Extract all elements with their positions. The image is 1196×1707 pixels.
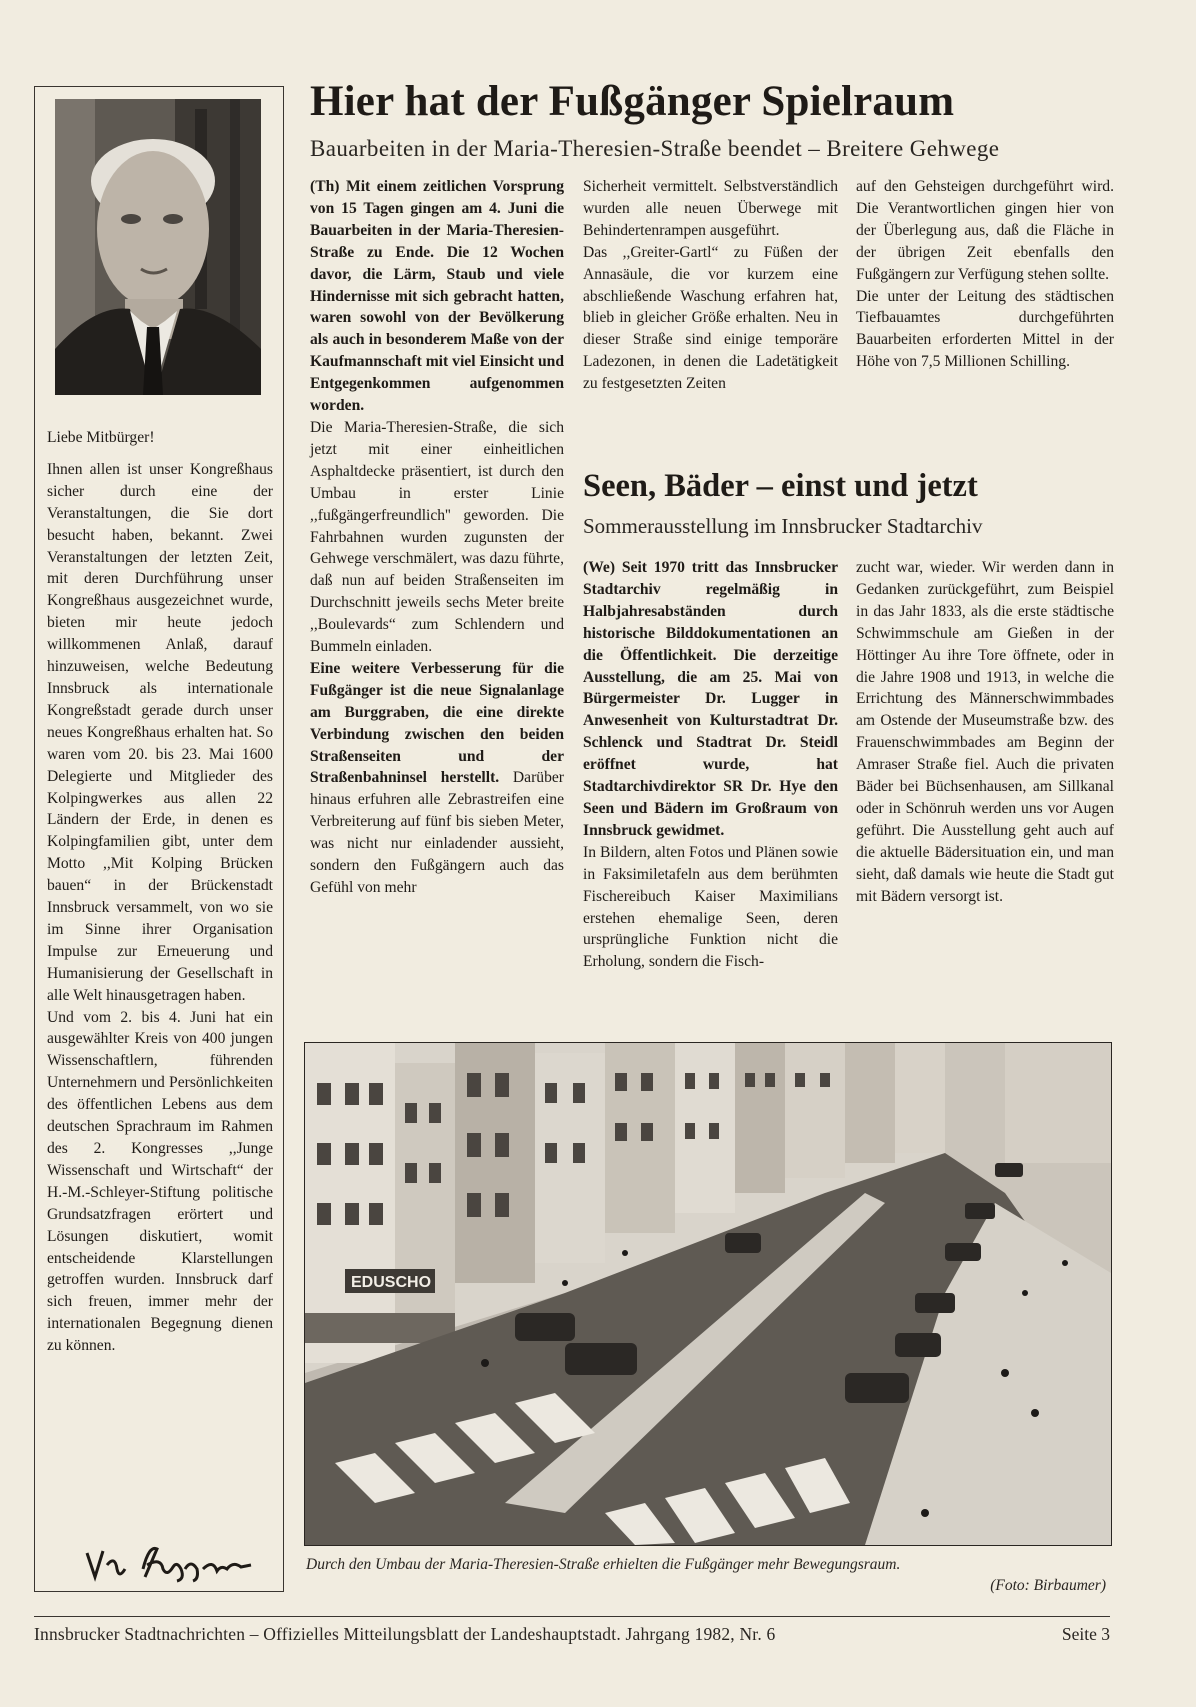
article2-headline: Seen, Bäder – einst und jetzt (583, 468, 978, 504)
article2-paragraph: In Bildern, alten Fotos und Plänen sowie in Faksimiletafeln aus dem berühmten Fischereibuch Kaiser Maximilians erstehen ehemalige Seen, deren ursprüngliche Funktion nicht die Erholung, sondern die Fisch- (583, 843, 838, 971)
article1-column-2 (583, 176, 838, 395)
mayor-letter-text (47, 427, 273, 1357)
photo-caption: Durch den Umbau der Maria-Theresien-Straße erhielten die Fußgänger mehr Bewegungsraum. (306, 1556, 901, 1573)
footer-publication: Innsbrucker Stadtnachrichten – Offizielles Mitteilungsblatt der Landeshauptstadt. Jahrgang 1982, Nr. 6 (34, 1624, 776, 1644)
article1-paragraph: Die Maria-Theresien-Straße, die sich jetzt mit einer einheitlichen Asphaltdecke präsentiert, ist durch den Umbau in erster Linie ,,fußgängerfreundlich'' geworden. Die Fahrbahnen wurden zugunsten der Gehwege verschmälert, was dazu führte, daß nun auf beiden Straßenseiten im Durchschnitt jeweils sechs Meter breite ,,Boulevards“ zum Schlendern und Bummeln einladen. (310, 418, 564, 656)
photo-credit: (Foto: Birbaumer) (990, 1577, 1106, 1594)
article1-paragraph: Die unter der Leitung des städtischen Tiefbauamtes durchgeführten Bauarbeiten erforderten Mittel in der Höhe von 7,5 Millionen Schilling. (856, 287, 1114, 371)
article1-paragraph: Sicherheit vermittelt. Selbstverständlich wurden alle neuen Überwege mit Behindertenrampen ausgeführt. (583, 178, 838, 239)
mayor-signature (81, 1539, 261, 1583)
letter-paragraph: Und vom 2. bis 4. Juni hat ein ausgewählter Kreis von 400 jungen Wissenschaftlern, führenden Unternehmern und Persönlichkeiten des öffentlichen Lebens aus dem deutschen Sprachraum im Rahmen des 2. Kongresses ,,Junge Wissenschaft und Wirtschaft“ der H.-M.-Schleyer-Stiftung politische Grundsatzfragen erörtert und Lösungen diskutiert, womit entscheidende Klarstellungen getroffen wurden. Innsbruck darf sich freuen, immer mehr der internationalen Begegnung dienen zu können. (47, 1008, 273, 1355)
eduscho-sign: EDUSCHO (351, 1274, 432, 1291)
street-photo (304, 1042, 1112, 1546)
article2-column-1 (583, 557, 838, 973)
article2-paragraph: zucht war, wieder. Wir werden dann in Gedanken zurückgeführt, zum Beispiel in das Jahr 1833, als die erste städtische Schwimmschule am Gießen in der Höttinger Au ihre Tore öffnete, oder in die Jahre 1908 und 1913, in welche die Errichtung des Männerschwimmbades am Ostende der Museumstraße bzw. des Frauenschwimmbades am Beginn der Amraser Straße fiel. Auch die privaten Bäder bei Büchsenhausen, am Sillkanal oder in Schönruh werden uns vor Augen geführt. Die Ausstellung geht auch auf die aktuelle Bädersituation ein, und man sieht, daß damals wie heute die Stadt gut mit Bädern versorgt ist. (856, 559, 1114, 905)
article1-paragraph: auf den Gehsteigen durchgeführt wird. Die Verantwortlichen gingen hier von der Überlegung aus, daß die Fläche in der übrigen Zeit ebenfalls den Fußgängern zur Verfügung stehen sollte. (856, 178, 1114, 283)
article2-lead: (We) Seit 1970 tritt das Innsbrucker Stadtarchiv regelmäßig in Halbjahresabständen durch historische Bilddokumentationen an die Öffentlichkeit. Die derzeitige Ausstellung, die am 25. Mai von Bürgermeister Dr. Lugger in Anwesenheit von Kulturstadtrat Dr. Schlenck und Stadtrat Dr. Steidl eröffnet wurde, hat Stadtarchivdirektor SR Dr. Hye den Seen und Bädern im Großraum von Innsbruck gewidmet. (583, 559, 838, 839)
letter-greeting: Liebe Mitbürger! (47, 429, 155, 446)
mayor-letter-box (34, 86, 284, 1592)
article1-paragraph (310, 658, 564, 899)
page-number: Seite 3 (1061, 1624, 1110, 1644)
article1-lead: (Th) Mit einem zeitlichen Vorsprung von 15 Tagen gingen am 4. Juni die Bauarbeiten in der Maria-Theresien-Straße zu Ende. Die 12 Wochen davor, die Lärm, Staub und viele Hindernisse mit sich gebracht hatten, waren sowohl von der Bevölkerung als auch in besonderem Maße von der Kaufmannschaft mit viel Einsicht und Entgegenkommen aufgenommen worden. (310, 178, 564, 415)
mayor-portrait (55, 99, 261, 395)
letter-paragraph: Ihnen allen ist unser Kongreßhaus sicher durch eine der Veranstaltungen, die Sie dort besucht haben, bekannt. Zwei Veranstaltungen der letzten Zeit, mit deren Durchführung unser Kongreßhaus ausgezeichnet wurde, bieten mir heute jedoch willkommenen Anlaß, darauf hinzuweisen, welche Bedeutung Innsbruck als internationale Kongreßstadt gerade durch unser neues Kongreßhaus erhalten hat. So waren vom 20. bis 23. Mai 1600 Delegierte und Mitglieder des Kolpingwerkes aus allen 22 Ländern der Erde, in denen es Kolpingfamilien gibt, unter dem Motto ,,Mit Kolping Brücken bauen“ in der Brückenstadt Innsbruck versammelt, von wo sie im Sinne ihrer Organisation Impulse zur Erneuerung und Humanisierung der Gesellschaft in alle Welt hinausgetragen haben. (47, 460, 273, 1004)
article1-passage: Darüber hinaus erfuhren alle Zebrastreifen eine Verbreiterung auf fünf bis sieben Meter, was nicht nur einladender aussieht, sondern den Fußgängern auch das Gefühl von mehr (310, 769, 565, 896)
portrait-image (55, 99, 261, 395)
footer-divider (34, 1616, 1110, 1617)
article1-column-3 (856, 176, 1114, 373)
photo-caption-block (304, 1554, 1110, 1596)
street-photo-image (305, 1043, 1111, 1545)
article1-paragraph: Das ,,Greiter-Gartl“ zu Füßen der Annasäule, die vor kurzem eine abschließende Waschung erfahren hat, blieb in gleicher Größe erhalten. Neu in dieser Straße sind einige temporäre Ladezonen, in denen die Ladetätigkeit zu festgesetzten Zeiten (583, 243, 838, 393)
article2-column-2 (856, 557, 1114, 908)
article2-subheadline: Sommerausstellung im Innsbrucker Stadtarchiv (583, 514, 983, 538)
article1-column-1 (310, 176, 564, 899)
article-headline: Hier hat der Fußgänger Spielraum (310, 78, 955, 125)
article-subheadline: Bauarbeiten in der Maria-Theresien-Straße beendet – Breitere Gehwege (310, 136, 1000, 161)
article1-bold-passage: Eine weitere Verbesserung für die Fußgänger ist die neue Signalanlage am Burggraben, die eine direkte Verbindung zwischen den beiden Straßenseiten und der Straßenbahninsel herstellt. (310, 659, 564, 787)
